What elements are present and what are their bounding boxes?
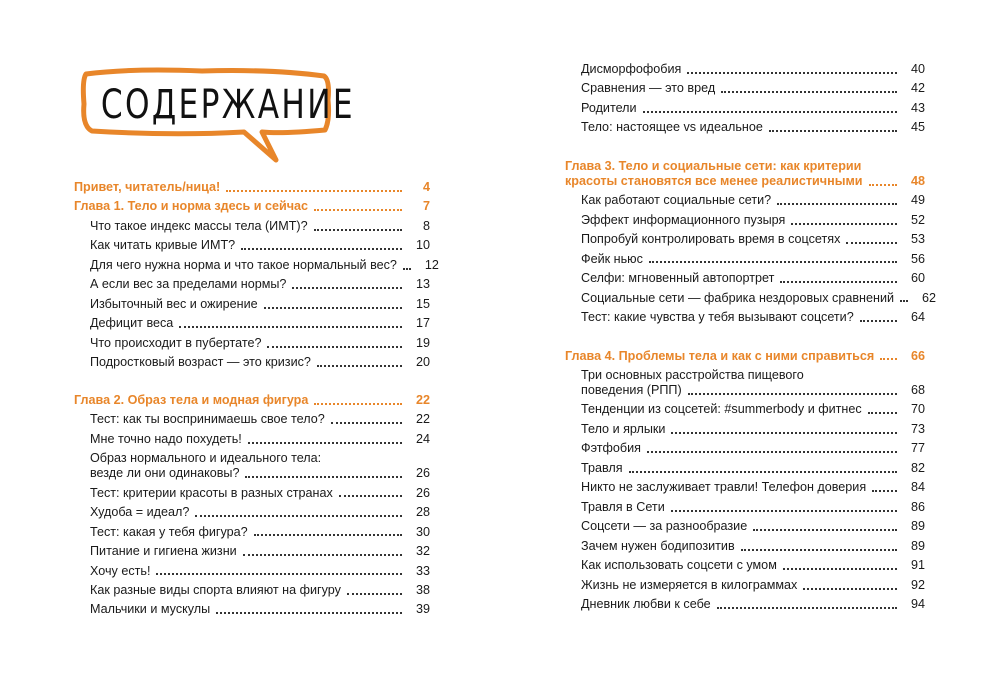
toc-item[interactable]: Тест: какая у тебя фигура? 30 [90, 524, 430, 539]
toc-item[interactable]: А если вес за пределами нормы? 13 [90, 277, 430, 292]
toc-item[interactable]: Фейк ньюс 56 [581, 251, 925, 266]
toc-right-column [565, 62, 937, 617]
toc-item[interactable]: Тело и ярлыки 73 [581, 421, 925, 436]
toc-item[interactable]: Что такое индекс массы тела (ИМТ)? 8 [90, 218, 430, 233]
toc-item[interactable]: везде ли они одинаковы? 26 [90, 466, 430, 481]
toc-chapter-3[interactable]: красоты становятся все менее реалистичными 48 [565, 173, 925, 188]
toc-item[interactable]: Сравнения — это вред 42 [581, 81, 925, 96]
toc-item[interactable]: Родители 43 [581, 100, 925, 115]
toc-chapter-2[interactable]: Глава 2. Образ тела и модная фигура 22 [74, 392, 430, 407]
toc-item[interactable]: Травля в Сети 86 [581, 499, 925, 514]
toc-item[interactable]: Мальчики и мускулы 39 [90, 602, 430, 617]
toc-item[interactable]: Социальные сети — фабрика нездоровых сравнений 62 [581, 290, 937, 305]
toc-item[interactable]: Как читать кривые ИМТ? 10 [90, 238, 430, 253]
toc-item[interactable]: Хочу есть! 33 [90, 563, 430, 578]
toc-item[interactable]: Мне точно надо похудеть! 24 [90, 431, 430, 446]
toc-item-multiline[interactable]: Три основных расстройства пищевого [581, 368, 804, 383]
toc-item[interactable]: Селфи: мгновенный автопортрет 60 [581, 271, 925, 286]
toc-item[interactable]: Тест: критерии красоты в разных странах 26 [90, 485, 430, 500]
toc-item[interactable]: Для чего нужна норма и что такое нормальный вес? 12 [90, 257, 439, 272]
toc-chapter-3-line1[interactable]: Глава 3. Тело и социальные сети: как критерии [565, 158, 862, 173]
speech-bubble-icon [72, 60, 355, 196]
toc-chapter-4[interactable]: Глава 4. Проблемы тела и как с ними справиться 66 [565, 348, 925, 363]
toc-item[interactable]: Как работают социальные сети? 49 [581, 193, 925, 208]
toc-item[interactable]: Подростковый возраст — это кризис? 20 [90, 355, 430, 370]
toc-item[interactable]: Дефицит веса 17 [90, 316, 430, 331]
toc-item[interactable]: Избыточный вес и ожирение 15 [90, 296, 430, 311]
toc-item[interactable]: Тест: как ты воспринимаешь свое тело? 22 [90, 412, 430, 427]
toc-item[interactable]: Фэтфобия 77 [581, 441, 925, 456]
toc-item[interactable]: поведения (РПП) 68 [581, 382, 925, 397]
toc-item[interactable]: Эффект информационного пузыря 52 [581, 212, 925, 227]
toc-chapter-1[interactable]: Глава 1. Тело и норма здесь и сейчас 7 [74, 199, 430, 214]
toc-item[interactable]: Худоба = идеал? 28 [90, 505, 430, 520]
toc-item[interactable]: Как использовать соцсети с умом 91 [581, 558, 925, 573]
toc-item-multiline[interactable]: Образ нормального и идеального тела: [90, 451, 322, 466]
toc-item[interactable]: Травля 82 [581, 460, 925, 475]
toc-intro[interactable]: Привет, читатель/ница! 4 [74, 180, 430, 194]
page-title: СОДЕРЖАНИЕ [100, 82, 355, 128]
toc-item[interactable]: Жизнь не измеряется в килограммах 92 [581, 577, 925, 592]
toc-item[interactable]: Зачем нужен бодипозитив 89 [581, 538, 925, 553]
toc-item[interactable]: Как разные виды спорта влияют на фигуру 38 [90, 583, 430, 597]
toc-item[interactable]: Попробуй контролировать время в соцсетях 53 [581, 232, 925, 247]
toc-left-column [74, 180, 439, 622]
toc-item[interactable]: Соцсети — за разнообразие 89 [581, 519, 925, 534]
toc-item[interactable]: Дисморфофобия 40 [581, 62, 925, 76]
toc-item[interactable]: Никто не заслуживает травли! Телефон доверия 84 [581, 480, 925, 495]
toc-item[interactable]: Тест: какие чувства у тебя вызывают соцсети? 64 [581, 310, 925, 325]
toc-item[interactable]: Питание и гигиена жизни 32 [90, 544, 430, 559]
toc-item[interactable]: Тело: настоящее vs идеальное 45 [581, 120, 925, 135]
toc-item[interactable]: Тенденции из соцсетей: #summerbody и фитнес 70 [581, 402, 925, 417]
toc-item[interactable]: Что происходит в пубертате? 19 [90, 335, 430, 350]
toc-item[interactable]: Дневник любви к себе 94 [581, 597, 925, 612]
title-speech-bubble [72, 60, 355, 196]
